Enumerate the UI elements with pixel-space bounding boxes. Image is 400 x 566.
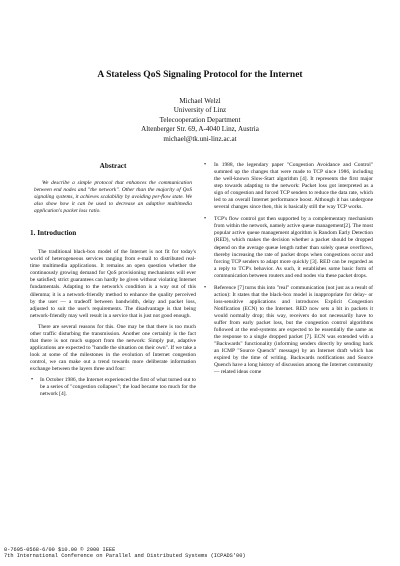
author-block [60,97,340,144]
intro-paragraph: The traditional black-box model of the Internet is not fit for today's world of heterogeneous services ranging from e-mail to distributed real-time multimedia applications. It remains an open question whether the continuously growing demand for QoS provisioning mechanisms will ever be satisfied; strict guarantees can hardly be given without violating Internet fundamentals. Adapting to the network's condition is a way out of this dilemma; it is a network-friendly method to enhance the quality perceived by the user — a tradeoff between bandwidth, delay and packet loss, adjusted to suit the user's requirements. The disadvantage is that being network-friendly may well result in a service that is just not good enough. [30,249,196,319]
author-address: Altenberger Str. 69, A-4040 Linz, Austria [141,125,259,134]
footer-conference: 7th International Conference on Parallel and Distributed Systems (ICPADS'00) [4,553,246,560]
left-column [30,162,196,403]
intro-paragraph: There are several reasons for this. One may be that there is too much other traffic disturbing the transmission. Another one certainly is the fact that there is not much support from the network: Simply put, adaptive applications are expected to "handle the situation on their own". If we take a look at some of the milestones in the evolution of Internet congestion control, we can make out a trend towards more deliberate information exchange between the layers three and four: [30,323,196,372]
author-department: Telecooperation Department [159,115,241,124]
bullet-icon: • [204,162,207,168]
footer-copyright: 0-7695-0568-6/00 $10.00 © 2000 IEEE [4,547,116,553]
bullet-text: TCP's flow control got then supported by a complementary mechanism from within the network, namely active queue management[2]. The most popular active queue management algorithm is Random Early Detection (RED), which makes the decision whether a packet should be dropped depend on the average queue length rather than solely queue overflows, thereby increasing the rate of packet drops when congestions occur and forcing TCP senders to adapt more quickly [3]. RED can be regarded as a reply to TCP's behavior. As such, it establishes some basic form of communication between routers and end nodes via these packet drops. [214,216,373,279]
abstract-text: We describe a simple protocol that enhances the communication between end nodes and "the network". Other than the majority of QoS signaling systems, it achieves scalability by avoiding per-flow state. We also show how it can be used to decrease an adaptive multimedia application's packet loss ratio. [34,180,192,215]
bullet-icon: • [204,284,207,291]
author-email: michael@tk.uni-linz.ac.at [163,134,237,143]
bullet-item [203,216,373,279]
bullet-item [203,162,373,211]
bullet-text: In 1988, the legendary paper "Congestion Avoidance and Control" summed up the changes that were made to TCP since 1986, including the well-known Slow-Start algorithm [4]. It represents the first major step towards adapting to the network: Packet loss got interpreted as a sign of congestion and forced TCP senders to reduce the data rate, which led to an overall Internet performance boost. Although it has undergone several changes since then, this is basically still the way TCP works. [214,162,373,211]
abstract-heading: Abstract [99,162,127,170]
bullet-icon: • [31,377,34,384]
author-name: Michael Welzl [179,97,221,105]
bullet-item [203,285,373,377]
bullet-item [30,377,196,398]
bullet-icon: • [204,216,207,223]
bullet-text: In October 1986, the Internet experienced the first of what turned out to be a series of "congestion collapses"; the load became too much for the network [4]. [40,377,196,398]
author-affiliation: University of Linz [173,106,227,115]
page-footer [4,547,246,560]
section-heading-introduction: 1. Introduction [30,229,77,238]
right-column [203,162,373,381]
bullet-text: Reference [7] turns this into "real" communication (not just as a result of action): It states that the black-box model is inappropriate for delay- or loss-sensitive applications and introduces Explicit Congestion Notification (ECN) to the Internet. RED now sets a bit in packets it would normally drop; this way, receivers do not necessarily have to suffer from early packet loss, but the congestion control algorithms followed at the end-systems are expected to be essentially the same as the response to a single dropped packet [7]. ECN was extended with a "Backwards" functionality (informing senders directly by sending back an ICMP "Source Quench" message) by an Internet draft which has expired by the time of writing. Backwards notifications and Source Quench have a long history of discussion among the Internet community — related ideas come [214,284,373,376]
paper-title: A Stateless QoS Signaling Protocol for the Internet [97,70,303,80]
